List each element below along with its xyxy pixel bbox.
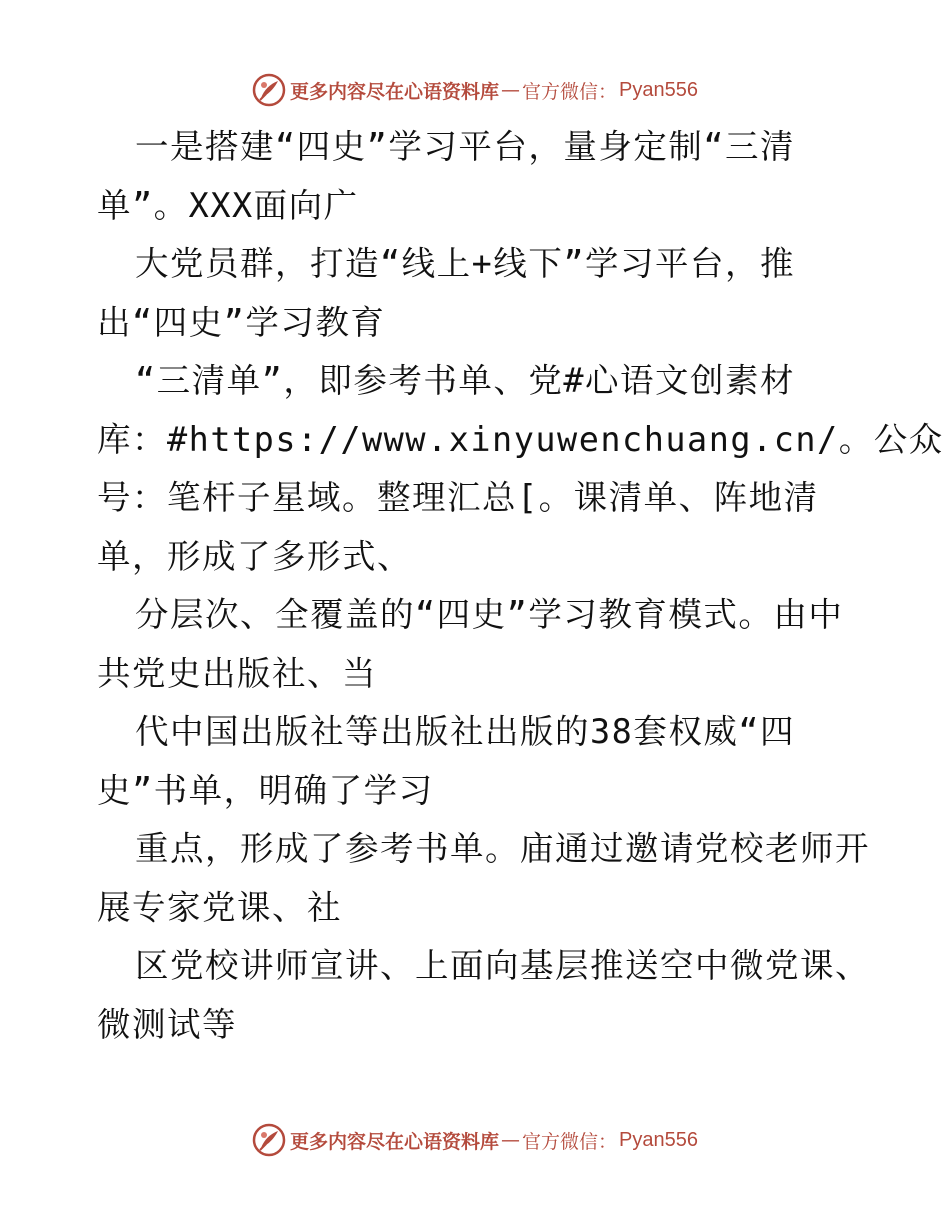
banner-text: 更多内容尽在心语资料库 (290, 1130, 500, 1153)
wechat-label: 官方微信： (522, 1130, 618, 1153)
feather-pen-logo-icon (252, 73, 286, 107)
text-line: 共党史出版社、当 (97, 653, 377, 693)
text-line: 分层次、全覆盖的“四史”学习教育模式。由中 (135, 595, 844, 634)
banner-separator: — (501, 1129, 521, 1151)
wechat-id: Pyan556 (619, 78, 698, 101)
text-line: 单，形成了多形式、 (97, 536, 412, 576)
text-line: 单”。XXX面向广 (97, 185, 359, 225)
text-line: 区党校讲师宣讲、上面向基层推送空中微党课、 (135, 946, 870, 985)
footer-banner (0, 1120, 950, 1160)
header-banner (0, 70, 950, 110)
text-line: 库：#https://www.xinyuwenchuang.cn/。公众 (97, 419, 944, 459)
wechat-label: 官方微信： (522, 80, 618, 103)
document-body (97, 118, 944, 1054)
text-line: 一是搭建“四史”学习平台，量身定制“三清 (135, 127, 796, 166)
text-line: 重点，形成了参考书单。庙通过邀请党校老师开 (135, 829, 870, 868)
text-line: 微测试等 (97, 1004, 237, 1044)
banner-text: 更多内容尽在心语资料库 (290, 80, 500, 103)
text-line: 代中国出版社等出版社出版的38套权威“四 (135, 712, 796, 751)
text-line: 号：笔杆子星域。整理汇总[。课清单、阵地清 (97, 478, 819, 517)
banner-separator: — (501, 79, 521, 101)
wechat-id: Pyan556 (619, 1128, 698, 1151)
text-line: 大党员群，打造“线上+线下”学习平台，推 (135, 244, 796, 283)
text-line: 出“四史”学习教育 (97, 302, 386, 342)
feather-pen-logo-icon (252, 1123, 286, 1157)
text-line: 史”书单，明确了学习 (97, 770, 434, 810)
text-line: 展专家党课、社 (97, 887, 342, 927)
text-line: “三清单”，即参考书单、党#心语文创素材 (135, 361, 796, 400)
